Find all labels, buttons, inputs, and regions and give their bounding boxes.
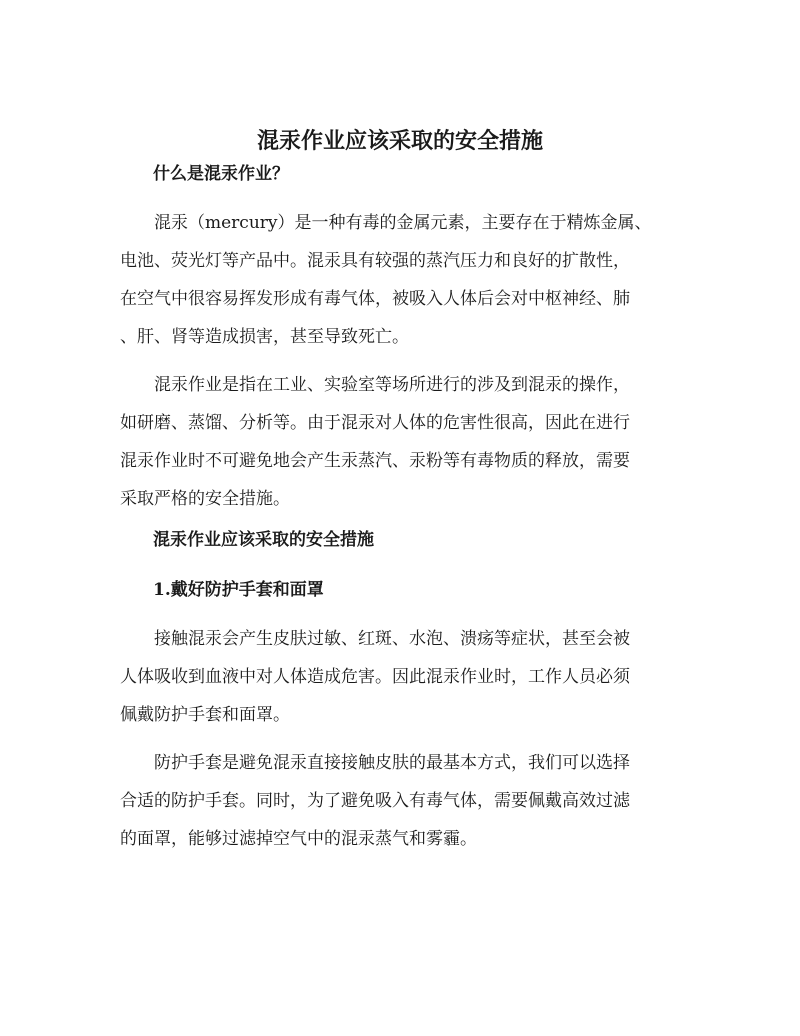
heading-safety-measures: 混汞作业应该采取的安全措施 <box>153 530 374 550</box>
paragraph-line: 混汞（mercury）是一种有毒的金属元素，主要存在于精炼金属、 <box>154 213 652 233</box>
paragraph-line: 采取严格的安全措施。 <box>120 489 290 509</box>
document-title: 混汞作业应该采取的安全措施 <box>256 128 543 154</box>
paragraph-line: 电池、荧光灯等产品中。混汞具有较强的蒸汽压力和良好的扩散性， <box>120 251 630 271</box>
paragraph-line: 人体吸收到血液中对人体造成危害。因此混汞作业时，工作人员必须 <box>120 667 630 687</box>
paragraph-line: 的面罩，能够过滤掉空气中的混汞蒸气和雾霾。 <box>120 829 477 849</box>
paragraph-line: 在空气中很容易挥发形成有毒气体，被吸入人体后会对中枢神经、肺 <box>120 289 630 309</box>
paragraph-line: 佩戴防护手套和面罩。 <box>120 705 290 725</box>
paragraph-gloves-mask <box>120 744 680 858</box>
paragraph-line: 、肝、肾等造成损害，甚至导致死亡。 <box>120 327 409 347</box>
heading-item-1: 1.戴好防护手套和面罩 <box>153 580 324 600</box>
paragraph-definition <box>120 204 680 356</box>
heading-what-is: 什么是混汞作业？ <box>153 164 289 184</box>
paragraph-line: 混汞作业是指在工业、实验室等场所进行的涉及到混汞的操作， <box>154 375 630 395</box>
paragraph-line: 接触混汞会产生皮肤过敏、红斑、水泡、溃疡等症状，甚至会被 <box>154 629 630 649</box>
paragraph-line: 如研磨、蒸馏、分析等。由于混汞对人体的危害性很高，因此在进行 <box>120 413 630 433</box>
paragraph-line: 混汞作业时不可避免地会产生汞蒸汽、汞粉等有毒物质的释放，需要 <box>120 451 630 471</box>
paragraph-skin-contact <box>120 620 680 734</box>
paragraph-line: 合适的防护手套。同时，为了避免吸入有毒气体，需要佩戴高效过滤 <box>120 791 630 811</box>
paragraph-line: 防护手套是避免混汞直接接触皮肤的最基本方式，我们可以选择 <box>154 753 630 773</box>
paragraph-operation <box>120 366 680 518</box>
